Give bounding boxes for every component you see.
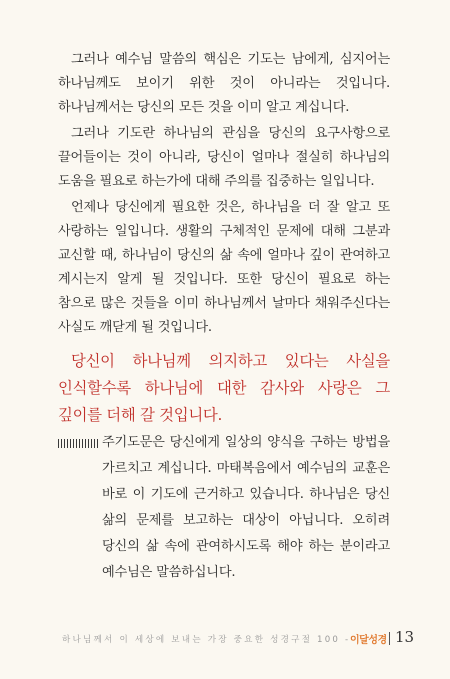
hatch-marker-icon xyxy=(58,439,100,448)
body-paragraph-1: 그러나 예수님 말씀의 핵심은 기도는 남에게, 심지어는 하나님께도 보이기 위한 것이 아니라는 것입니다. 하나님께서는 당신의 모든 것을 이미 알고 계십니다. xyxy=(58,52,390,115)
footer-series-logo: 이달성경 xyxy=(350,635,387,646)
aside-text: 주기도문은 당신에게 일상의 양식을 구하는 방법을 가르치고 계십니다. 마태복음에서 예수님의 교훈은 바로 이 기도에 근거하고 있습니다. 하나님은 당신 삶의 문제를 보고하는 대상이 아닙니다. 오히려 당신의 삶 속에 관여하시도록 해야 하는 분이라고 예수님은 말씀하십니다. xyxy=(102,435,390,580)
page-number: 13 xyxy=(395,628,415,646)
footer-book-title: 하나님께서 이 세상에 보내는 가장 중요한 성경구절 100 - xyxy=(62,635,351,645)
footer-divider xyxy=(389,632,390,645)
main-text xyxy=(58,48,390,429)
highlight-quote: 당신이 하나님께 의지하고 있다는 사실을 인식할수록 하나님에 대한 감사와 사랑은 그 깊이를 더해 갈 것입니다. xyxy=(58,352,390,424)
aside-note xyxy=(58,430,390,586)
page-footer xyxy=(0,630,450,650)
body-paragraph-2: 그러나 기도란 하나님의 관심을 당신의 요구사항으로 끌어들이는 것이 아니라, 당신이 얼마나 절실히 하나님의 도움을 필요로 하는가에 대해 주의를 집중하는 일입니다. xyxy=(58,126,390,189)
body-paragraph-3: 언제나 당신에게 필요한 것은, 하나님을 더 잘 알고 또 사랑하는 일입니다. 생활의 구체적인 문제에 대해 그분과 교신할 때, 하나님이 당신의 삶 속에 얼마나 깊이 관여하고 계시는지 알게 될 것입니다. 또한 당신이 필요로 하는 참으로 많은 것들을 이미 하나님께서 날마다 채워주신다는 사실도 깨닫게 될 것입니다. xyxy=(58,200,390,335)
